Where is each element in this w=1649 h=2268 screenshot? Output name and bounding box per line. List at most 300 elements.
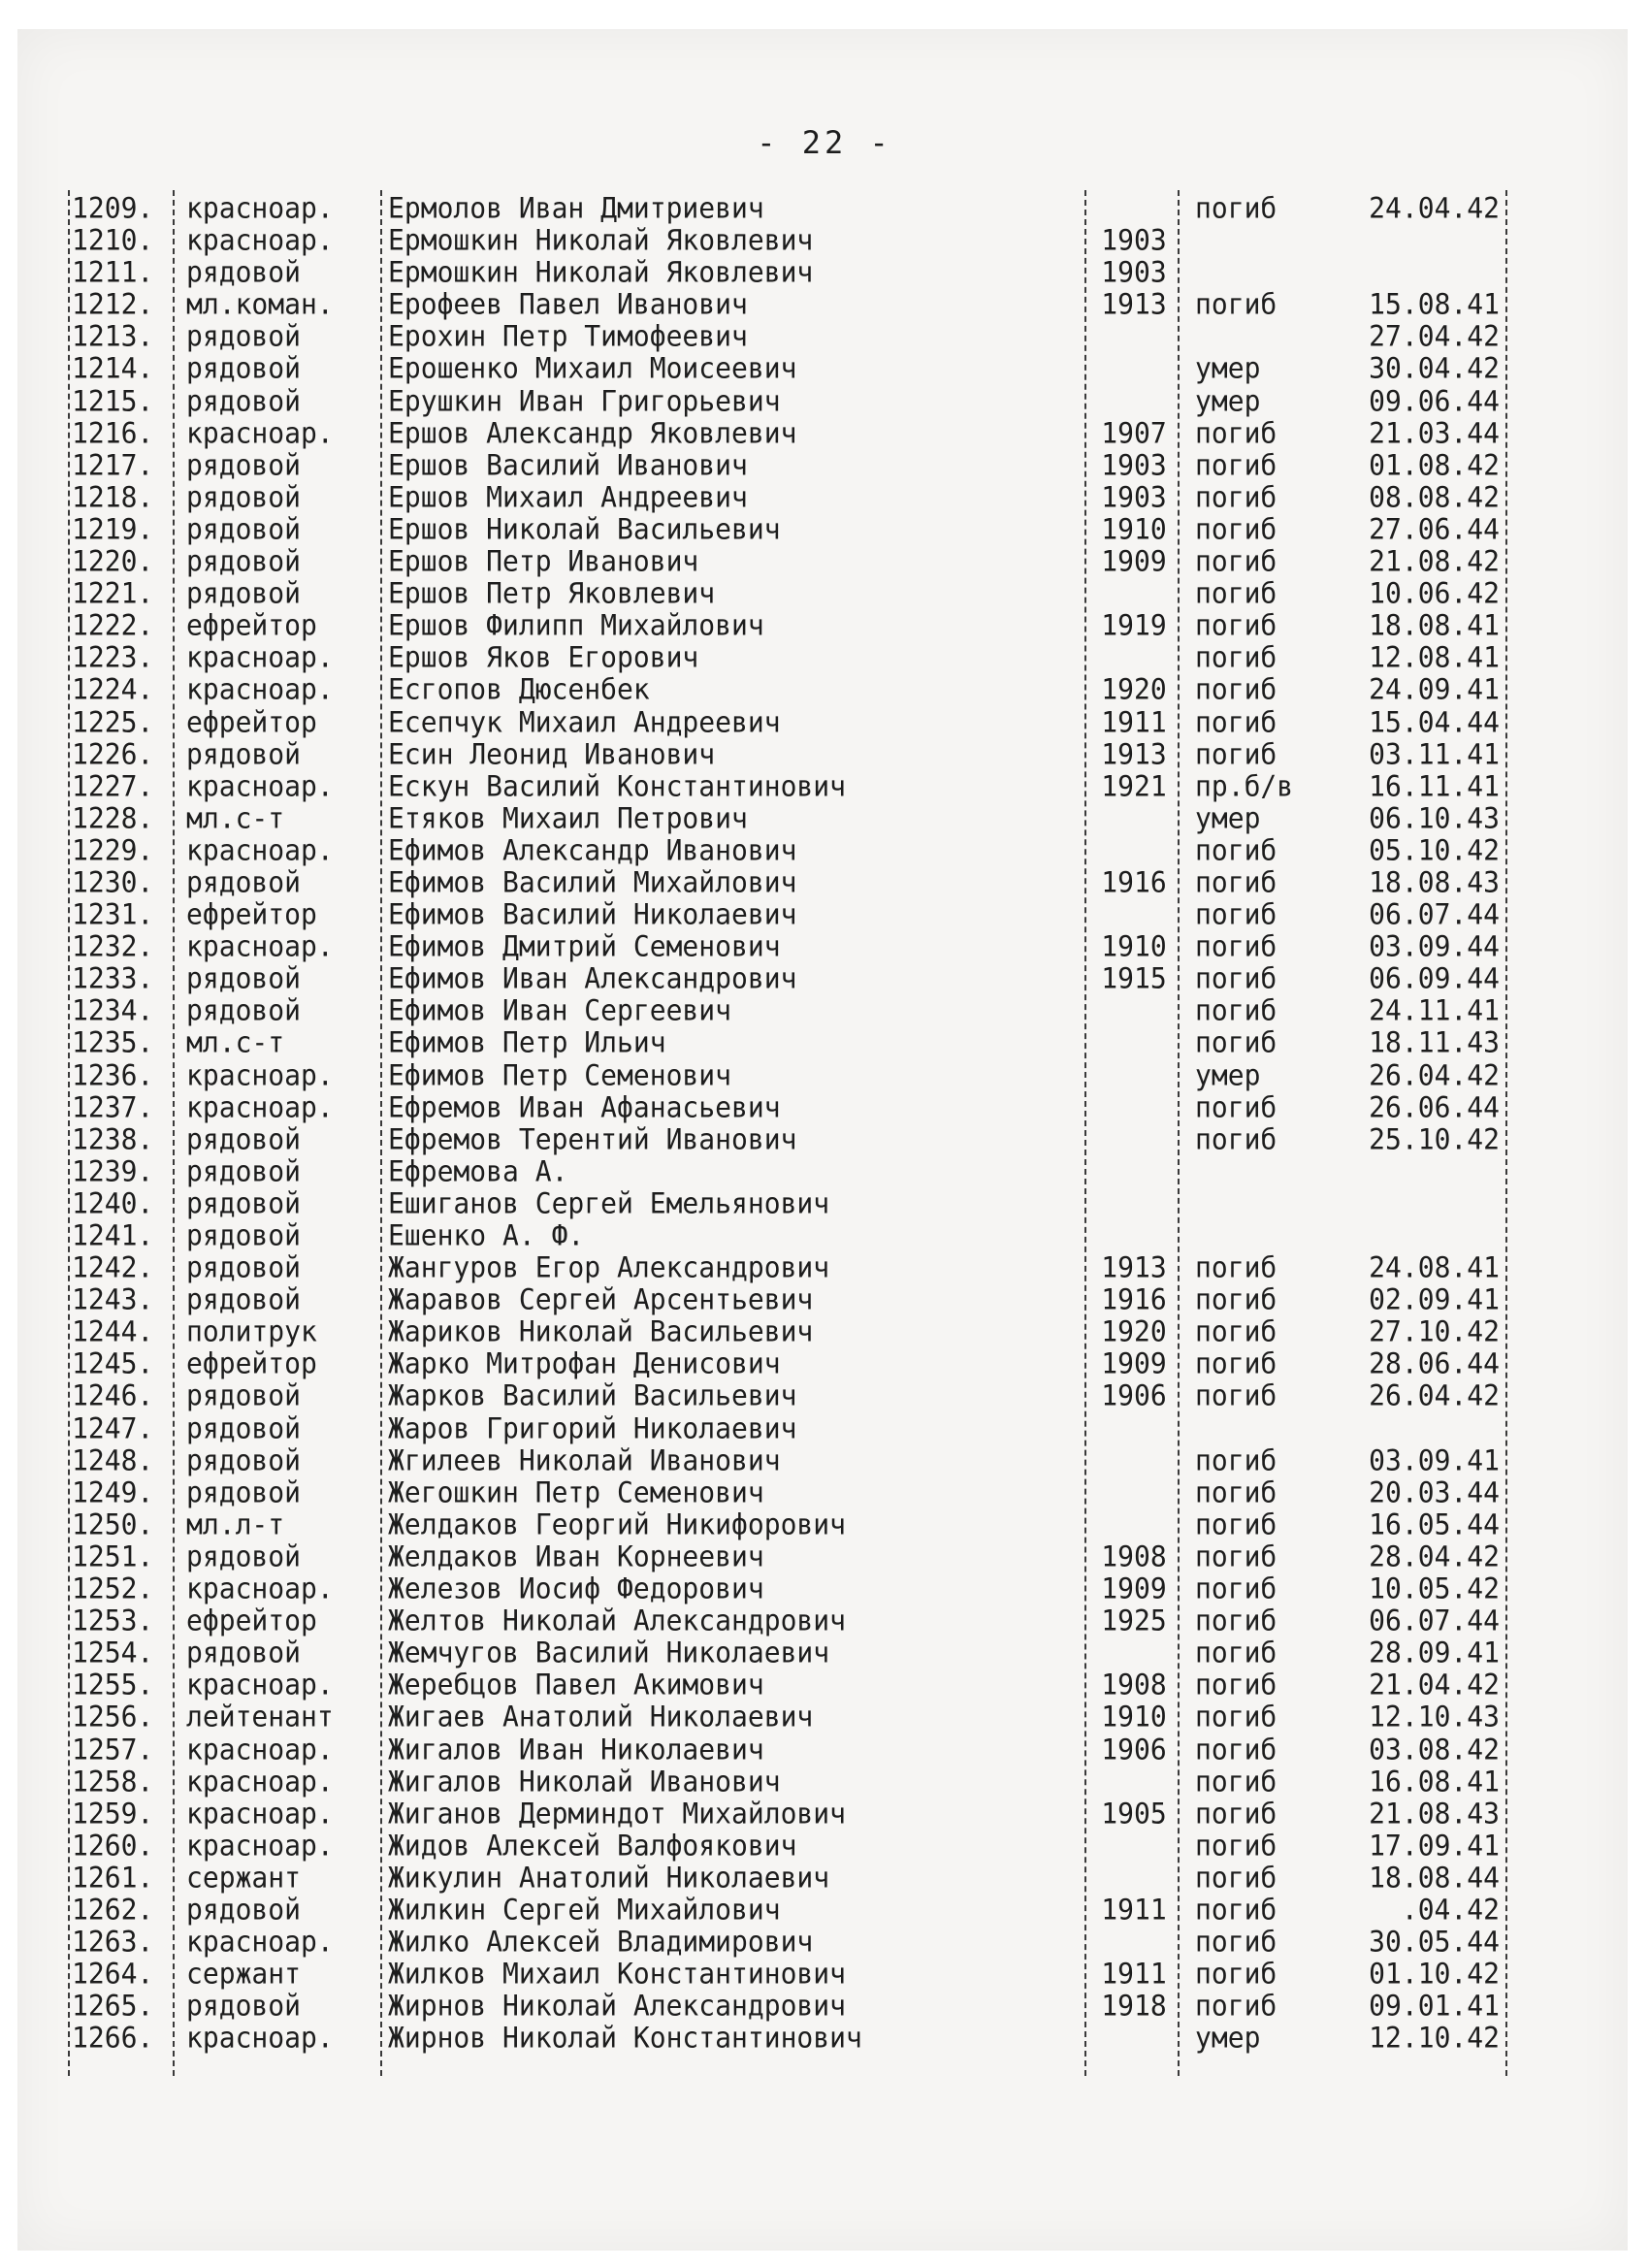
- entry-birth-year: 1909: [1101, 1571, 1167, 1605]
- entry-name: Ершов Петр Иванович: [388, 544, 699, 578]
- register-row: [66, 320, 1521, 354]
- entry-rank: рядовой: [186, 1218, 302, 1252]
- entry-number: 1243.: [72, 1282, 154, 1317]
- entry-date: 24.04.42: [1369, 191, 1500, 225]
- entry-date: 26.06.44: [1369, 1089, 1500, 1124]
- entry-fate: погиб: [1195, 608, 1277, 643]
- entry-name: Жарко Митрофан Денисович: [388, 1346, 781, 1381]
- entry-name: Ефимов Иван Сергеевич: [388, 993, 732, 1028]
- entry-number: 1231.: [72, 897, 154, 931]
- entry-fate: умер: [1195, 800, 1261, 835]
- casualty-register: [66, 192, 1521, 2054]
- entry-date: 24.11.41: [1369, 993, 1500, 1028]
- entry-name: Жегошкин Петр Семенович: [388, 1474, 764, 1509]
- register-row: [66, 1989, 1521, 2023]
- entry-date: 17.09.41: [1369, 1828, 1500, 1863]
- entry-rank: рядовой: [186, 961, 302, 996]
- entry-fate: погиб: [1195, 1442, 1277, 1477]
- entry-name: Жангуров Егор Александрович: [388, 1250, 830, 1284]
- register-row: [66, 737, 1521, 771]
- entry-number: 1234.: [72, 993, 154, 1028]
- entry-number: 1251.: [72, 1539, 154, 1573]
- entry-fate: погиб: [1195, 1700, 1277, 1734]
- register-row: [66, 1797, 1521, 1831]
- entry-rank: красноар.: [186, 1764, 334, 1798]
- entry-date: 21.03.44: [1369, 415, 1500, 450]
- entry-rank: красноар.: [186, 929, 334, 963]
- register-row: [66, 1282, 1521, 1316]
- entry-fate: погиб: [1195, 736, 1277, 771]
- register-row: [66, 1250, 1521, 1284]
- entry-name: Жарков Василий Васильевич: [388, 1378, 797, 1413]
- entry-name: Жемчугов Василий Николаевич: [388, 1636, 830, 1670]
- register-row: [66, 769, 1521, 803]
- entry-date: 27.10.42: [1369, 1314, 1500, 1349]
- register-row: [66, 994, 1521, 1028]
- entry-date: 28.06.44: [1369, 1346, 1500, 1381]
- entry-fate: погиб: [1195, 512, 1277, 546]
- entry-rank: мл.л-т: [186, 1507, 285, 1541]
- entry-birth-year: 1903: [1101, 480, 1167, 514]
- entry-name: Ермолов Иван Дмитриевич: [388, 191, 764, 225]
- entry-number: 1223.: [72, 640, 154, 675]
- entry-fate: погиб: [1195, 1668, 1277, 1702]
- entry-number: 1220.: [72, 544, 154, 578]
- entry-date: 21.08.42: [1369, 544, 1500, 578]
- entry-birth-year: 1903: [1101, 447, 1167, 482]
- register-row: [66, 480, 1521, 514]
- entry-date: 18.08.41: [1369, 608, 1500, 643]
- entry-name: Жеребцов Павел Акимович: [388, 1668, 764, 1702]
- entry-date: 03.08.42: [1369, 1732, 1500, 1766]
- entry-number: 1255.: [72, 1668, 154, 1702]
- entry-number: 1209.: [72, 191, 154, 225]
- entry-date: 06.07.44: [1369, 1604, 1500, 1637]
- entry-name: Жаров Григорий Николаевич: [388, 1410, 797, 1445]
- entry-rank: красноар.: [186, 191, 334, 225]
- entry-number: 1247.: [72, 1410, 154, 1445]
- entry-rank: рядовой: [186, 255, 302, 290]
- entry-name: Ершов Филипп Михайлович: [388, 608, 764, 643]
- entry-fate: погиб: [1195, 1861, 1277, 1895]
- entry-number: 1244.: [72, 1314, 154, 1349]
- entry-fate: погиб: [1195, 833, 1277, 867]
- page-number: - 22 -: [757, 124, 892, 161]
- register-row: [66, 1154, 1521, 1188]
- entry-rank: рядовой: [186, 1250, 302, 1284]
- entry-name: Железов Иосиф Федорович: [388, 1571, 764, 1605]
- entry-number: 1218.: [72, 480, 154, 514]
- entry-fate: погиб: [1195, 1121, 1277, 1156]
- register-row: [66, 640, 1521, 674]
- entry-number: 1258.: [72, 1764, 154, 1798]
- entry-fate: погиб: [1195, 1989, 1277, 2024]
- entry-number: 1254.: [72, 1636, 154, 1670]
- entry-name: Ерушкин Иван Григорьевич: [388, 383, 781, 418]
- entry-name: Ефремов Терентий Иванович: [388, 1121, 797, 1156]
- entry-number: 1224.: [72, 672, 154, 707]
- entry-date: 01.10.42: [1369, 1957, 1500, 1991]
- entry-birth-year: 1909: [1101, 1346, 1167, 1381]
- register-row: [66, 1668, 1521, 1701]
- entry-date: 28.09.41: [1369, 1636, 1500, 1670]
- entry-number: 1230.: [72, 865, 154, 899]
- entry-name: Ефимов Дмитрий Семенович: [388, 929, 781, 963]
- register-row: [66, 1314, 1521, 1348]
- entry-fate: погиб: [1195, 704, 1277, 739]
- register-row: [66, 1347, 1521, 1381]
- entry-rank: ефрейтор: [186, 1346, 317, 1381]
- entry-name: Ефремова А.: [388, 1153, 568, 1188]
- entry-date: .04.42: [1401, 1893, 1500, 1927]
- entry-rank: красноар.: [186, 223, 334, 257]
- entry-number: 1257.: [72, 1732, 154, 1766]
- entry-number: 1266.: [72, 2021, 154, 2056]
- entry-name: Ефимов Петр Семенович: [388, 1057, 732, 1092]
- entry-rank: красноар.: [186, 768, 334, 803]
- entry-fate: погиб: [1195, 865, 1277, 899]
- entry-fate: погиб: [1195, 1571, 1277, 1605]
- entry-date: 15.04.44: [1369, 704, 1500, 739]
- entry-fate: умер: [1195, 351, 1261, 386]
- register-row: [66, 673, 1521, 707]
- entry-name: Ерохин Петр Тимофеевич: [388, 319, 748, 354]
- entry-rank: сержант: [186, 1957, 302, 1991]
- register-row: [66, 1379, 1521, 1413]
- entry-date: 12.10.42: [1369, 2021, 1500, 2056]
- entry-name: Есгопов Дюсенбек: [388, 672, 650, 707]
- register-row: [66, 1026, 1521, 1060]
- entry-number: 1214.: [72, 351, 154, 386]
- entry-number: 1228.: [72, 800, 154, 835]
- entry-name: Жигалов Николай Иванович: [388, 1764, 781, 1798]
- register-row: [66, 897, 1521, 931]
- entry-date: 05.10.42: [1369, 833, 1500, 867]
- entry-fate: пр.б/в: [1195, 768, 1294, 803]
- entry-number: 1259.: [72, 1796, 154, 1831]
- entry-birth-year: 1915: [1101, 961, 1167, 996]
- entry-number: 1221.: [72, 576, 154, 610]
- register-row: [66, 223, 1521, 257]
- entry-fate: погиб: [1195, 1636, 1277, 1670]
- entry-rank: красноар.: [186, 1732, 334, 1766]
- register-row: [66, 1604, 1521, 1637]
- register-row: [66, 1122, 1521, 1156]
- entry-birth-year: 1910: [1101, 1700, 1167, 1734]
- entry-fate: погиб: [1195, 576, 1277, 610]
- register-row: [66, 1058, 1521, 1092]
- entry-number: 1246.: [72, 1378, 154, 1413]
- entry-name: Жилко Алексей Владимирович: [388, 1925, 814, 1959]
- register-row: [66, 961, 1521, 995]
- entry-fate: погиб: [1195, 1346, 1277, 1381]
- register-row: [66, 1701, 1521, 1734]
- entry-number: 1212.: [72, 287, 154, 322]
- entry-fate: погиб: [1195, 191, 1277, 225]
- entry-fate: погиб: [1195, 1314, 1277, 1349]
- entry-fate: умер: [1195, 383, 1261, 418]
- entry-date: 12.08.41: [1369, 640, 1500, 675]
- entry-rank: красноар.: [186, 672, 334, 707]
- entry-number: 1219.: [72, 512, 154, 546]
- register-row: [66, 1733, 1521, 1766]
- entry-name: Ермошкин Николай Яковлевич: [388, 223, 814, 257]
- entry-fate: погиб: [1195, 1828, 1277, 1863]
- register-row: [66, 576, 1521, 610]
- entry-rank: рядовой: [186, 865, 302, 899]
- entry-date: 16.05.44: [1369, 1507, 1500, 1541]
- entry-name: Ефимов Василий Николаевич: [388, 897, 797, 931]
- entry-number: 1261.: [72, 1861, 154, 1895]
- entry-name: Жгилеев Николай Иванович: [388, 1442, 781, 1477]
- entry-date: 27.04.42: [1369, 319, 1500, 354]
- entry-name: Желдаков Иван Корнеевич: [388, 1539, 764, 1573]
- entry-rank: ефрейтор: [186, 1604, 317, 1637]
- entry-rank: рядовой: [186, 1539, 302, 1573]
- entry-date: 28.04.42: [1369, 1539, 1500, 1573]
- register-row: [66, 1636, 1521, 1669]
- entry-name: Ефимов Александр Иванович: [388, 833, 797, 867]
- entry-rank: рядовой: [186, 1153, 302, 1188]
- entry-date: 26.04.42: [1369, 1057, 1500, 1092]
- entry-rank: рядовой: [186, 544, 302, 578]
- entry-number: 1264.: [72, 1957, 154, 1991]
- register-row: [66, 1443, 1521, 1477]
- register-row: [66, 544, 1521, 578]
- entry-rank: рядовой: [186, 351, 302, 386]
- entry-date: 09.06.44: [1369, 383, 1500, 418]
- entry-number: 1222.: [72, 608, 154, 643]
- register-row: [66, 1475, 1521, 1509]
- entry-number: 1210.: [72, 223, 154, 257]
- entry-date: 18.08.44: [1369, 1861, 1500, 1895]
- entry-fate: погиб: [1195, 1539, 1277, 1573]
- entry-fate: погиб: [1195, 929, 1277, 963]
- entry-date: 21.08.43: [1369, 1796, 1500, 1831]
- entry-rank: рядовой: [186, 736, 302, 771]
- entry-rank: мл.коман.: [186, 287, 334, 322]
- entry-rank: красноар.: [186, 1925, 334, 1959]
- entry-birth-year: 1913: [1101, 736, 1167, 771]
- entry-rank: лейтенант: [186, 1700, 334, 1734]
- register-row: [66, 1090, 1521, 1124]
- entry-number: 1262.: [72, 1893, 154, 1927]
- entry-number: 1239.: [72, 1153, 154, 1188]
- entry-date: 06.09.44: [1369, 961, 1500, 996]
- entry-date: 08.08.42: [1369, 480, 1500, 514]
- entry-rank: рядовой: [186, 1186, 302, 1220]
- entry-number: 1237.: [72, 1089, 154, 1124]
- register-row: [66, 705, 1521, 739]
- entry-rank: красноар.: [186, 1089, 334, 1124]
- entry-birth-year: 1909: [1101, 544, 1167, 578]
- entry-number: 1216.: [72, 415, 154, 450]
- entry-rank: рядовой: [186, 1474, 302, 1509]
- entry-fate: умер: [1195, 1057, 1261, 1092]
- entry-fate: погиб: [1195, 1250, 1277, 1284]
- entry-fate: погиб: [1195, 1089, 1277, 1124]
- entry-fate: погиб: [1195, 993, 1277, 1028]
- entry-name: Жиганов Дерминдот Михайлович: [388, 1796, 847, 1831]
- entry-date: 24.08.41: [1369, 1250, 1500, 1284]
- entry-name: Ефимов Иван Александрович: [388, 961, 797, 996]
- entry-number: 1229.: [72, 833, 154, 867]
- entry-name: Ершов Яков Егорович: [388, 640, 699, 675]
- entry-name: Жилкин Сергей Михайлович: [388, 1893, 781, 1927]
- entry-date: 10.05.42: [1369, 1571, 1500, 1605]
- entry-fate: погиб: [1195, 1893, 1277, 1927]
- entry-number: 1245.: [72, 1346, 154, 1381]
- entry-fate: погиб: [1195, 1957, 1277, 1991]
- entry-birth-year: 1916: [1101, 865, 1167, 899]
- entry-number: 1241.: [72, 1218, 154, 1252]
- entry-date: 25.10.42: [1369, 1121, 1500, 1156]
- entry-name: Ескун Василий Константинович: [388, 768, 847, 803]
- entry-birth-year: 1925: [1101, 1604, 1167, 1637]
- register-row: [66, 1539, 1521, 1573]
- entry-name: Етяков Михаил Петрович: [388, 800, 748, 835]
- entry-name: Ершов Петр Яковлевич: [388, 576, 716, 610]
- entry-birth-year: 1921: [1101, 768, 1167, 803]
- entry-rank: рядовой: [186, 576, 302, 610]
- register-row: [66, 1925, 1521, 1959]
- entry-name: Жигалов Иван Николаевич: [388, 1732, 764, 1766]
- register-row: [66, 1829, 1521, 1863]
- entry-fate: умер: [1195, 2021, 1261, 2056]
- entry-date: 01.08.42: [1369, 447, 1500, 482]
- register-row: [66, 1893, 1521, 1927]
- entry-birth-year: 1908: [1101, 1539, 1167, 1573]
- entry-fate: погиб: [1195, 1507, 1277, 1541]
- entry-rank: рядовой: [186, 383, 302, 418]
- register-row: [66, 801, 1521, 835]
- entry-name: Ерофеев Павел Иванович: [388, 287, 748, 322]
- entry-date: 02.09.41: [1369, 1282, 1500, 1317]
- register-row: [66, 1218, 1521, 1252]
- register-row: [66, 384, 1521, 418]
- entry-fate: погиб: [1195, 897, 1277, 931]
- entry-date: 30.05.44: [1369, 1925, 1500, 1959]
- entry-rank: красноар.: [186, 1668, 334, 1702]
- entry-rank: красноар.: [186, 1057, 334, 1092]
- entry-fate: погиб: [1195, 1025, 1277, 1060]
- entry-fate: погиб: [1195, 1732, 1277, 1766]
- entry-number: 1240.: [72, 1186, 154, 1220]
- entry-rank: мл.с-т: [186, 800, 285, 835]
- entry-date: 24.09.41: [1369, 672, 1500, 707]
- register-row: [66, 865, 1521, 899]
- entry-fate: погиб: [1195, 1378, 1277, 1413]
- entry-date: 30.04.42: [1369, 351, 1500, 386]
- register-row: [66, 608, 1521, 642]
- entry-number: 1236.: [72, 1057, 154, 1092]
- entry-rank: рядовой: [186, 1410, 302, 1445]
- entry-rank: рядовой: [186, 319, 302, 354]
- entry-fate: погиб: [1195, 415, 1277, 450]
- entry-rank: рядовой: [186, 480, 302, 514]
- entry-name: Ешенко А. Ф.: [388, 1218, 585, 1252]
- entry-date: 15.08.41: [1369, 287, 1500, 322]
- register-row: [66, 448, 1521, 482]
- entry-date: 03.11.41: [1369, 736, 1500, 771]
- entry-number: 1232.: [72, 929, 154, 963]
- entry-name: Ешиганов Сергей Емельянович: [388, 1186, 830, 1220]
- entry-name: Желтов Николай Александрович: [388, 1604, 847, 1637]
- entry-date: 03.09.41: [1369, 1442, 1500, 1477]
- entry-rank: красноар.: [186, 2021, 334, 2056]
- entry-date: 27.06.44: [1369, 512, 1500, 546]
- register-row: [66, 352, 1521, 386]
- entry-number: 1217.: [72, 447, 154, 482]
- register-row: [66, 1571, 1521, 1605]
- register-row: [66, 255, 1521, 289]
- entry-name: Ершов Николай Васильевич: [388, 512, 781, 546]
- entry-rank: красноар.: [186, 640, 334, 675]
- entry-fate: погиб: [1195, 480, 1277, 514]
- entry-fate: погиб: [1195, 447, 1277, 482]
- entry-number: 1249.: [72, 1474, 154, 1509]
- entry-name: Есепчук Михаил Андреевич: [388, 704, 781, 739]
- entry-number: 1225.: [72, 704, 154, 739]
- entry-fate: погиб: [1195, 961, 1277, 996]
- entry-birth-year: 1916: [1101, 1282, 1167, 1317]
- entry-number: 1248.: [72, 1442, 154, 1477]
- register-row: [66, 1186, 1521, 1220]
- entry-number: 1235.: [72, 1025, 154, 1060]
- entry-fate: погиб: [1195, 1604, 1277, 1637]
- entry-number: 1233.: [72, 961, 154, 996]
- entry-name: Ершов Александр Яковлевич: [388, 415, 797, 450]
- register-row: [66, 929, 1521, 963]
- entry-name: Жирнов Николай Александрович: [388, 1989, 847, 2024]
- entry-name: Жилков Михаил Константинович: [388, 1957, 847, 1991]
- entry-name: Жариков Николай Васильевич: [388, 1314, 814, 1349]
- entry-rank: ефрейтор: [186, 608, 317, 643]
- entry-number: 1263.: [72, 1925, 154, 1959]
- entry-birth-year: 1907: [1101, 415, 1167, 450]
- entry-fate: погиб: [1195, 1282, 1277, 1317]
- entry-rank: рядовой: [186, 512, 302, 546]
- entry-birth-year: 1920: [1101, 672, 1167, 707]
- entry-fate: погиб: [1195, 1764, 1277, 1798]
- entry-date: 18.08.43: [1369, 865, 1500, 899]
- entry-number: 1213.: [72, 319, 154, 354]
- entry-date: 18.11.43: [1369, 1025, 1500, 1060]
- entry-name: Ефимов Петр Ильич: [388, 1025, 666, 1060]
- entry-number: 1211.: [72, 255, 154, 290]
- register-row: [66, 1507, 1521, 1541]
- register-row: [66, 2022, 1521, 2056]
- entry-date: 06.10.43: [1369, 800, 1500, 835]
- entry-number: 1238.: [72, 1121, 154, 1156]
- entry-name: Есин Леонид Иванович: [388, 736, 716, 771]
- entry-birth-year: 1911: [1101, 1893, 1167, 1927]
- register-row: [66, 191, 1521, 225]
- entry-name: Жидов Алексей Валфоякович: [388, 1828, 797, 1863]
- entry-rank: рядовой: [186, 1893, 302, 1927]
- entry-rank: рядовой: [186, 447, 302, 482]
- entry-birth-year: 1908: [1101, 1668, 1167, 1702]
- entry-birth-year: 1913: [1101, 287, 1167, 322]
- register-row: [66, 1765, 1521, 1798]
- entry-rank: мл.с-т: [186, 1025, 285, 1060]
- entry-name: Ефремов Иван Афанасьевич: [388, 1089, 781, 1124]
- entry-number: 1242.: [72, 1250, 154, 1284]
- entry-birth-year: 1920: [1101, 1314, 1167, 1349]
- entry-fate: погиб: [1195, 672, 1277, 707]
- entry-birth-year: 1910: [1101, 929, 1167, 963]
- entry-birth-year: 1911: [1101, 704, 1167, 739]
